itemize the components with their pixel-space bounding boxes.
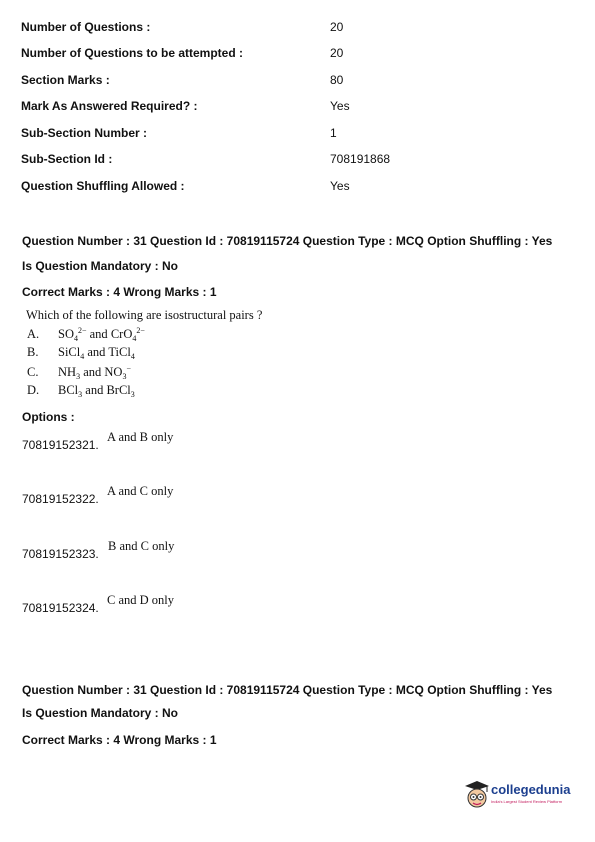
meta-value-mark-answered: Yes xyxy=(330,99,350,113)
logo-tagline: India's Largest Student Review Platform xyxy=(491,799,563,804)
option-id: 70819152324. xyxy=(22,601,99,615)
question2-header: Question Number : 31 Question Id : 70819115724 Question Type : MCQ Option Shuffling : Yes xyxy=(22,683,553,697)
statement-label: D. xyxy=(27,383,40,397)
statement-a: A. $SO_4^{2-}$ and CrO$_4^{2-}$ xyxy=(27,326,145,343)
question-marks: Correct Marks : 4 Wrong Marks : 1 xyxy=(22,285,217,299)
options-label: Options : xyxy=(22,410,75,424)
statement-c: C. $NH_3$ and $NO_3^-$ xyxy=(27,364,131,381)
meta-label-num-questions: Number of Questions : xyxy=(21,20,151,34)
meta-label-num-attempted: Number of Questions to be attempted : xyxy=(21,46,244,60)
meta-value-shuffling: Yes xyxy=(330,179,350,193)
statement-label: C. xyxy=(27,365,39,379)
statement-and: and xyxy=(83,365,102,379)
statement-and: and xyxy=(85,383,104,397)
option-text[interactable]: B and C only xyxy=(108,539,175,553)
option-text[interactable]: A and C only xyxy=(107,484,174,498)
statement-and: and xyxy=(89,327,108,341)
option-id: 70819152322. xyxy=(22,492,99,506)
question-header: Question Number : 31 Question Id : 70819115724 Question Type : MCQ Option Shuffling : Yes xyxy=(22,234,553,248)
question2-mandatory: Is Question Mandatory : No xyxy=(22,706,179,720)
meta-value-num-questions: 20 xyxy=(330,20,344,34)
option-text[interactable]: A and B only xyxy=(107,430,174,444)
logo-name: collegedunia xyxy=(491,782,571,797)
question-mandatory: Is Question Mandatory : No xyxy=(22,259,179,273)
meta-value-subsection-number: 1 xyxy=(330,126,337,140)
question2-marks: Correct Marks : 4 Wrong Marks : 1 xyxy=(22,733,217,747)
collegedunia-logo xyxy=(463,778,575,814)
statement-and: and xyxy=(87,345,106,359)
meta-value-section-marks: 80 xyxy=(330,73,344,87)
statement-b: B. SiCl$_4$ and TiCl$_4$ xyxy=(27,345,135,361)
meta-value-subsection-id: 708191868 xyxy=(330,152,391,166)
meta-label-section-marks: Section Marks : xyxy=(21,73,110,87)
statement-d: D. BCl$_3$ and BrCl$_3$ xyxy=(27,383,135,399)
option-id: 70819152323. xyxy=(22,547,99,561)
statement-label: A. xyxy=(27,327,40,341)
meta-label-mark-answered: Mark As Answered Required? : xyxy=(21,99,198,113)
meta-label-subsection-number: Sub-Section Number : xyxy=(21,126,148,140)
meta-label-shuffling: Question Shuffling Allowed : xyxy=(21,179,185,193)
meta-label-subsection-id: Sub-Section Id : xyxy=(21,152,113,166)
option-text[interactable]: C and D only xyxy=(107,593,175,607)
meta-value-num-attempted: 20 xyxy=(330,46,344,60)
statement-label: B. xyxy=(27,345,39,359)
mascot-icon xyxy=(463,778,491,812)
question-text: Which of the following are isostructural pairs ? xyxy=(26,308,263,322)
option-id: 70819152321. xyxy=(22,438,99,452)
